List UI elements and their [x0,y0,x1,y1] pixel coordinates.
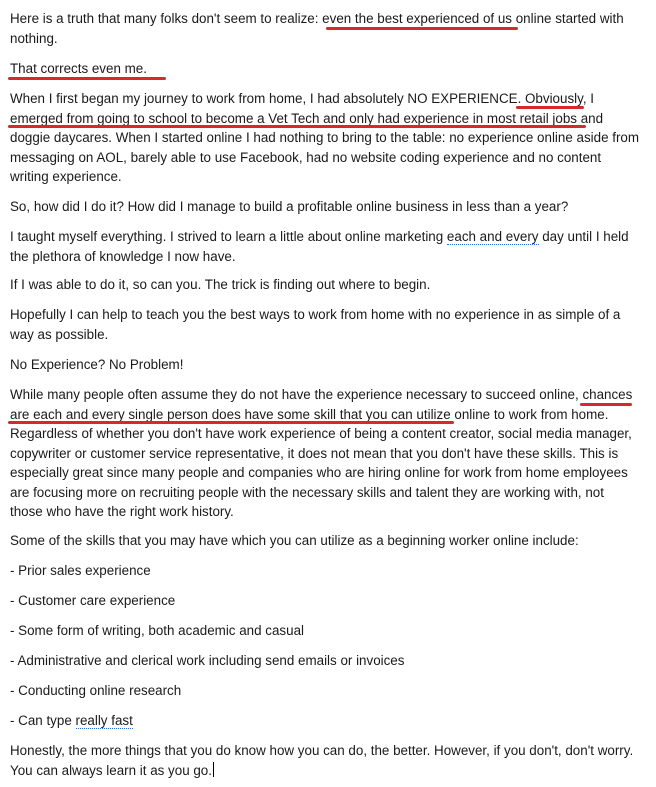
paragraph-heading: No Experience? No Problem! [10,357,184,372]
paragraph-journey: When I first began my journey to work from home, I had absolutely NO EXPERIENCE. Obviously, I emerged from going to school to become a Vet Tech and only had experience in most retail jobs and doggie daycares. When I started online I had nothing to bring to the table: no experience online aside from messaging on AOL, barely able to use Facebook, had no website coding experience and no content writing experience. [10,91,640,184]
paragraph-corrects: That corrects even me. [10,61,147,76]
list-item: - Can type really fast [10,713,133,728]
underlined-phrase: chances are each and every single person does have some skill that you can utilize [10,387,633,422]
list-item: - Prior sales experience [10,563,151,578]
grammar-suggestion: really fast [75,713,133,728]
paragraph-hopefully: Hopefully I can help to teach you the best ways to work from home with no experience in as simple of a way as possible. [10,307,621,342]
underline-mark [8,77,166,80]
paragraph-skills-intro: Some of the skills that you may have which you can utilize as a beginning worker online include: [10,533,579,548]
underline-mark [580,403,632,406]
list-item: - Administrative and clerical work including send emails or invoices [10,653,405,668]
underline-mark [8,125,586,128]
underlined-phrase: Obviously, I emerged from going to school to become a Vet Tech and only had experience in most retail jobs [10,91,594,126]
underline-mark [516,106,584,109]
paragraph-while: While many people often assume they do not have the experience necessary to succeed online, chances are each and every single person does have some skill that you can utilize online to work from home. Regardless of whether you don't have work experience of being a content creator, social media manager, copywriter or customer service representative, it does not mean that you don't have these skills. This is especially great since many people and companies who are hiring online for work from home employees are focusing more on recruiting people with the necessary skills and talent they are working with, not those who have the right work history. [10,387,633,519]
underline-mark [326,27,518,30]
list-item: - Customer care experience [10,593,176,608]
list-item: - Some form of writing, both academic and casual [10,623,304,638]
paragraph-closing: Honestly, the more things that you do know how you can do, the better. However, if you don't, don't worry. You can always learn it as you go. [10,743,634,778]
text-cursor [213,762,214,777]
underline-mark [8,421,454,424]
grammar-suggestion: each and every [446,229,539,244]
paragraph-intro: Here is a truth that many folks don't seem to realize: even the best experienced of us online started with nothing. [10,11,624,46]
paragraph-taught: I taught myself everything. I strived to learn a little about online marketing each and every day until I held the plethora of knowledge I now have. [10,229,629,264]
list-item: - Conducting online research [10,683,182,698]
underlined-phrase: even the best experienced of us [322,11,513,26]
paragraph-able: If I was able to do it, so can you. The trick is finding out where to begin. [10,277,431,292]
paragraph-question: So, how did I do it? How did I manage to build a profitable online business in less than a year? [10,199,569,214]
